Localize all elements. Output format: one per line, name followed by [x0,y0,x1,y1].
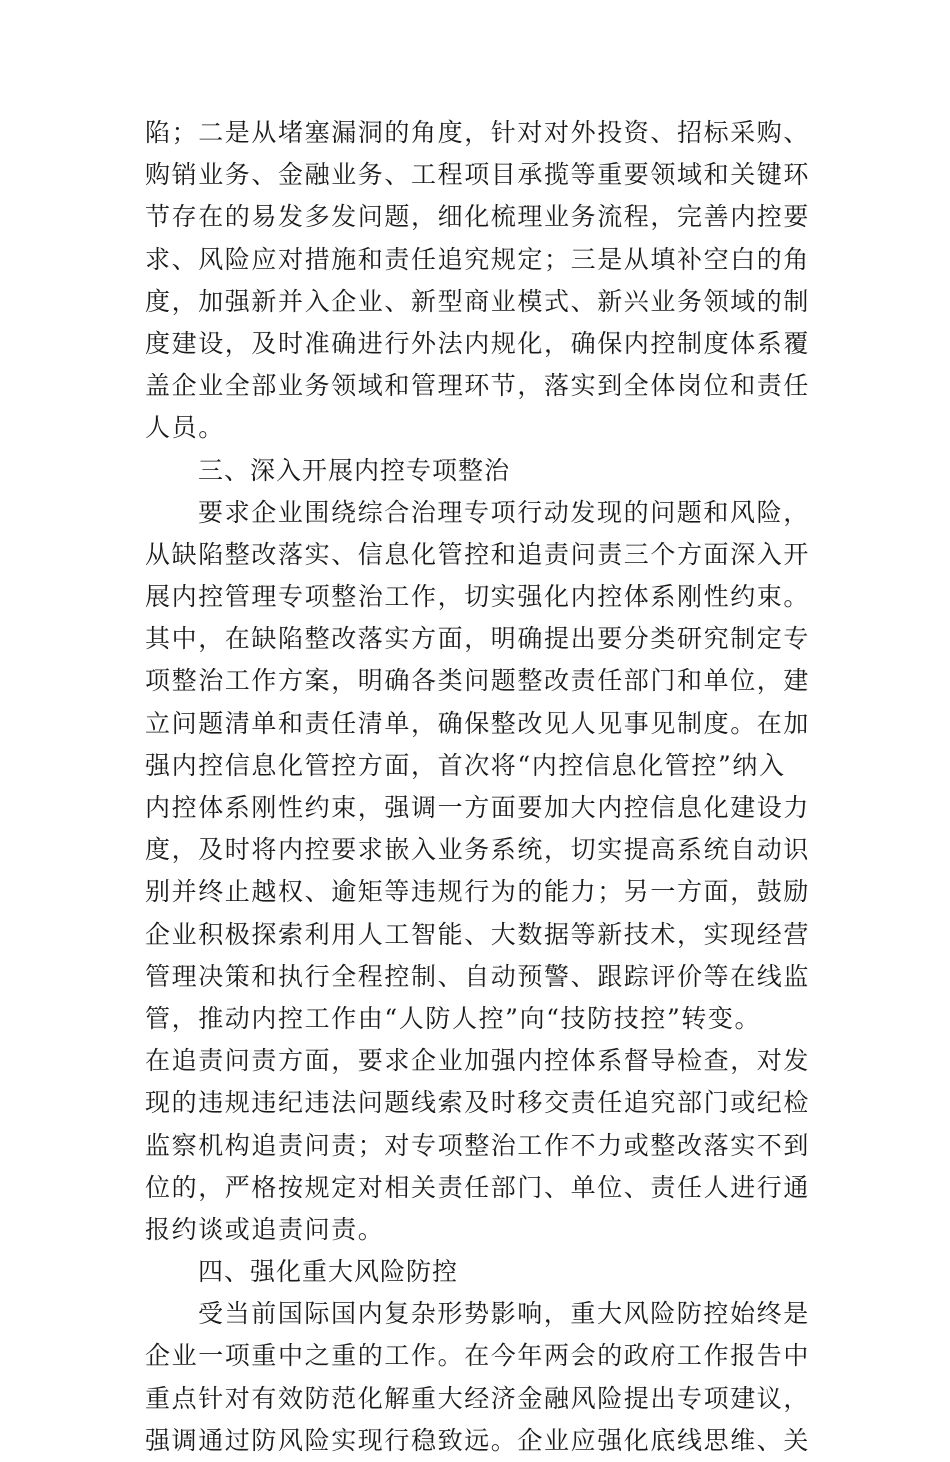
paragraph-line: 现的违规违纪违法问题线索及时移交责任追究部门或纪检 [145,1088,811,1118]
paragraph-line: 度建设，及时准确进行外法内规化，确保内控制度体系覆 [145,328,811,358]
paragraph-line: 位的，严格按规定对相关责任部门、单位、责任人进行通 [145,1172,811,1202]
paragraph-line: 内控体系刚性约束，强调一方面要加大内控信息化建设力 [145,793,811,822]
paragraph-line: 别并终止越权、逾矩等违规行为的能力；另一方面，鼓励 [145,877,811,907]
paragraph-line: 管，推动内控工作由“人防人控”向“技防技控”转变。 [145,1003,762,1033]
paragraph-line: 其中，在缺陷整改落实方面，明确提出要分类研究制定专 [145,624,811,654]
paragraph-2 [145,492,811,1251]
paragraph-line: 企业积极探索利用人工智能、大数据等新技术，实现经营 [145,919,811,949]
paragraph-line: 强调通过防风险实现行稳致远。企业应强化底线思维、关 [145,1425,811,1455]
paragraph-1 [145,112,811,450]
paragraph-line: 在追责问责方面，要求企业加强内控体系督导检查，对发 [145,1046,811,1076]
paragraph-line: 立问题清单和责任清单，确保整改见人见事见制度。在加 [145,708,811,738]
paragraph-line: 度，加强新并入企业、新型商业模式、新兴业务领域的制 [145,286,811,316]
paragraph-line: 展内控管理专项整治工作，切实强化内控体系刚性约束。 [145,582,811,612]
paragraph-line: 受当前国际国内复杂形势影响，重大风险防控始终是 [198,1299,810,1329]
paragraph-3 [145,1293,811,1462]
section-heading-4: 四、强化重大风险防控 [198,1257,459,1287]
paragraph-line: 管理决策和执行全程控制、自动预警、跟踪评价等在线监 [145,961,811,991]
paragraph-line: 人员。 [145,413,225,443]
paragraph-line: 监察机构追责问责；对专项整治工作不力或整改落实不到 [145,1130,811,1160]
paragraph-line: 盖企业全部业务领域和管理环节，落实到全体岗位和责任 [145,371,811,401]
paragraph-line: 强内控信息化管控方面，首次将“内控信息化管控”纳入 [145,750,786,780]
paragraph-line: 度，及时将内控要求嵌入业务系统，切实提高系统自动识 [145,835,811,865]
paragraph-line: 求、风险应对措施和责任追究规定；三是从填补空白的角 [145,244,811,274]
paragraph-line: 购销业务、金融业务、工程项目承揽等重要领域和关键环 [145,160,811,190]
paragraph-line: 从缺陷整改落实、信息化管控和追责问责三个方面深入开 [145,539,811,569]
paragraph-line: 报约谈或追责问责。 [145,1214,385,1244]
paragraph-line: 企业一项重中之重的工作。在今年两会的政府工作报告中 [145,1341,811,1371]
paragraph-line: 项整治工作方案，明确各类问题整改责任部门和单位，建 [145,666,811,696]
paragraph-line: 要求企业围绕综合治理专项行动发现的问题和风险， [198,497,810,527]
section-heading-3: 三、深入开展内控专项整治 [198,455,511,485]
paragraph-line: 重点针对有效防范化解重大经济金融风险提出专项建议， [145,1383,811,1413]
document-body [145,112,811,1462]
paragraph-line: 节存在的易发多发问题，细化梳理业务流程，完善内控要 [145,202,811,232]
paragraph-line: 陷；二是从堵塞漏洞的角度，针对对外投资、招标采购、 [145,118,811,147]
